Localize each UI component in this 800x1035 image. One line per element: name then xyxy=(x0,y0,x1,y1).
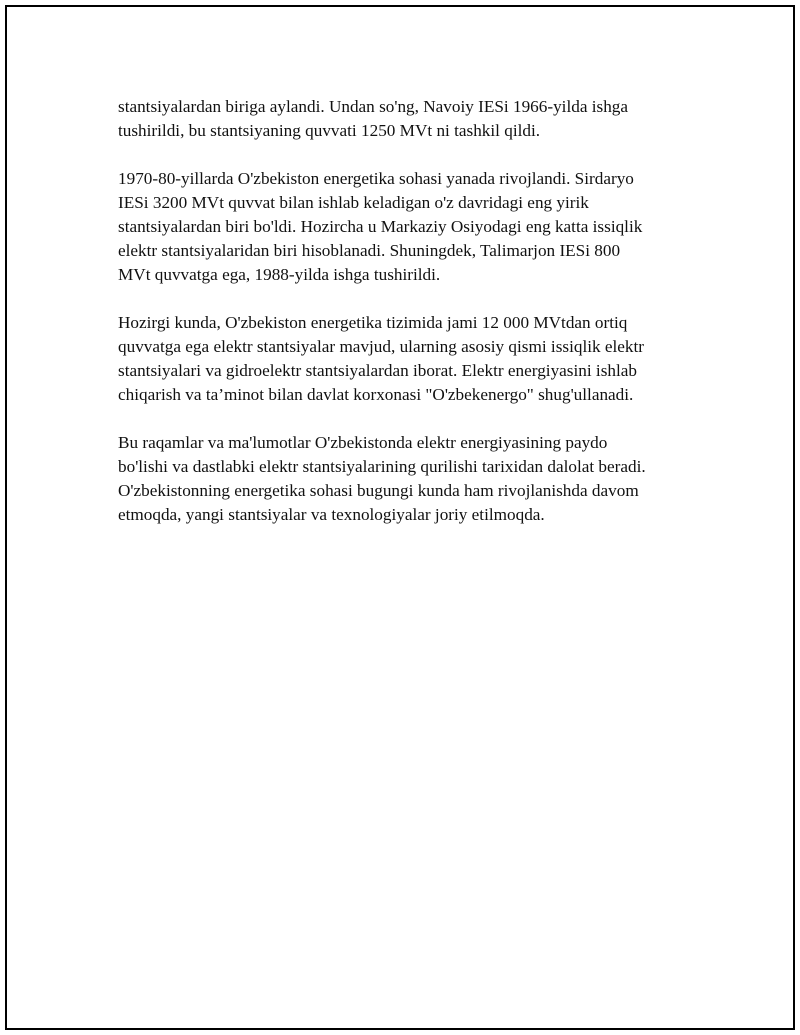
paragraph-3 xyxy=(118,311,703,407)
text-line: stantsiyalardan biri bo'ldi. Hozircha u Markaziy Osiyodagi eng katta issiqlik xyxy=(118,217,643,236)
paragraph-1 xyxy=(118,95,703,143)
paragraph-2 xyxy=(118,167,703,287)
document-body xyxy=(118,95,703,551)
text-line: IESi 3200 MVt quvvat bilan ishlab keladigan o'z davridagi eng yirik xyxy=(118,193,589,212)
text-line: tushirildi, bu stantsiyaning quvvati 1250 MVt ni tashkil qildi. xyxy=(118,121,541,140)
paragraph-4 xyxy=(118,431,703,527)
text-line: bo'lishi va dastlabki elektr stantsiyalarining qurilishi tarixidan dalolat beradi. xyxy=(118,457,646,476)
text-line: elektr stantsiyalaridan biri hisoblanadi. Shuningdek, Talimarjon IESi 800 xyxy=(118,241,621,260)
text-line: 1970-80-yillarda O'zbekiston energetika sohasi yanada rivojlandi. Sirdaryo xyxy=(118,169,634,188)
text-line: MVt quvvatga ega, 1988-yilda ishga tushirildi. xyxy=(118,265,441,284)
text-line: Bu raqamlar va ma'lumotlar O'zbekistonda elektr energiyasining paydo xyxy=(118,433,608,452)
text-line: quvvatga ega elektr stantsiyalar mavjud, ularning asosiy qismi issiqlik elektr xyxy=(118,337,645,356)
text-line: stantsiyalari va gidroelektr stantsiyalardan iborat. Elektr energiyasini ishlab xyxy=(118,361,637,380)
text-line: O'zbekistonning energetika sohasi bugungi kunda ham rivojlanishda davom xyxy=(118,481,639,500)
text-line: Hozirgi kunda, O'zbekiston energetika tizimida jami 12 000 MVtdan ortiq xyxy=(118,313,628,332)
text-line: stantsiyalardan biriga aylandi. Undan so'ng, Navoiy IESi 1966-yilda ishga xyxy=(118,97,629,116)
text-line: chiqarish va ta’minot bilan davlat korxonasi "O'zbekenergo" shug'ullanadi. xyxy=(118,385,634,404)
text-line: etmoqda, yangi stantsiyalar va texnologiyalar joriy etilmoqda. xyxy=(118,505,545,524)
document-page xyxy=(5,5,795,1030)
